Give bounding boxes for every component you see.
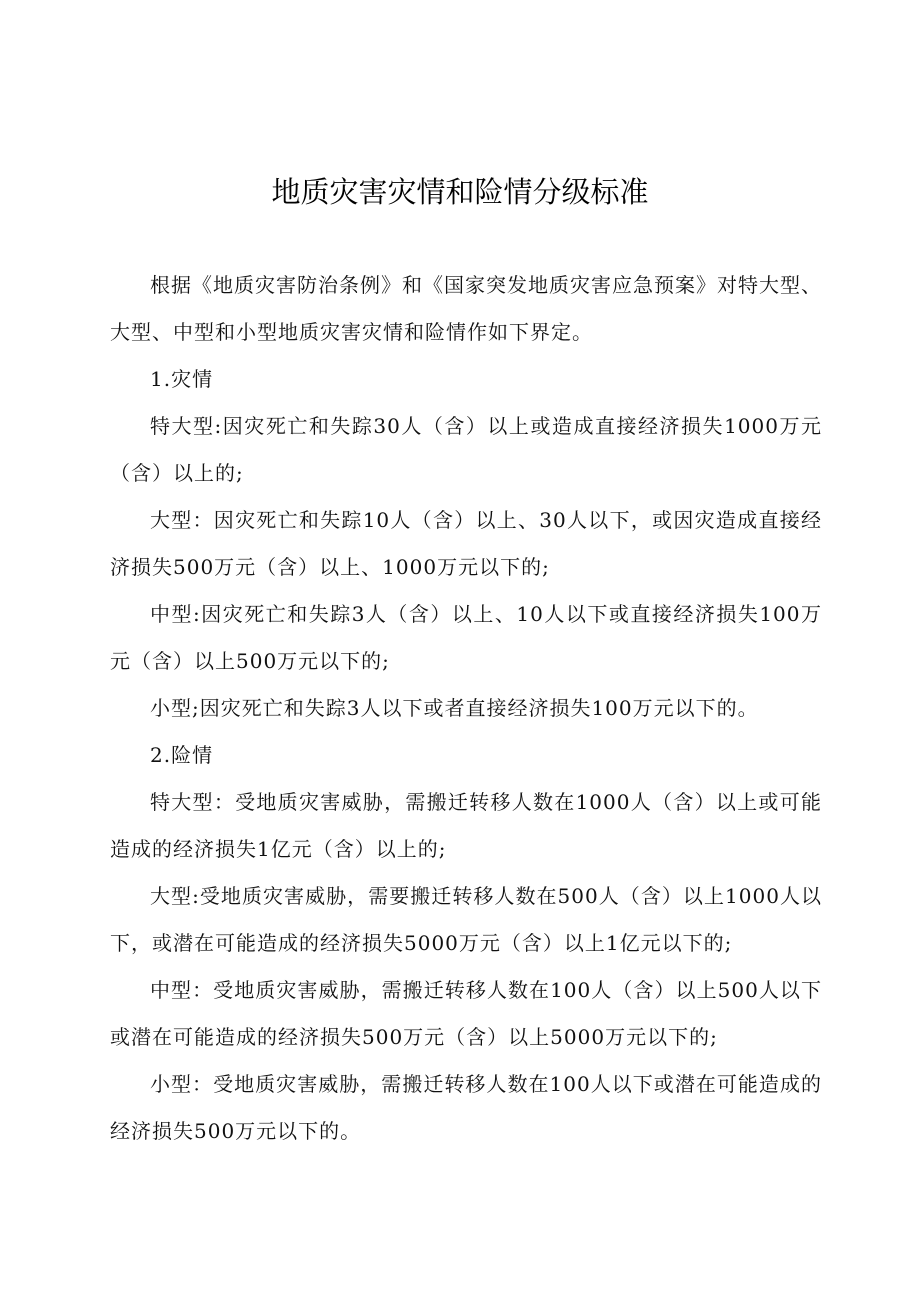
disaster-large: 大型：因灾死亡和失踪10人（含）以上、30人以下，或因灾造成直接经济损失500万元（含）以上、1000万元以下的; bbox=[110, 508, 822, 579]
disaster-extra-large: 特大型:因灾死亡和失踪30人（含）以上或造成直接经济损失1000万元（含）以上的; bbox=[110, 414, 822, 485]
document-body bbox=[110, 262, 822, 1155]
danger-medium: 中型：受地质灾害威胁，需搬迁转移人数在100人（含）以上500人以下或潜在可能造成的经济损失500万元（含）以上5000万元以下的; bbox=[110, 978, 822, 1049]
document-title: 地质灾害灾情和险情分级标准 bbox=[271, 175, 649, 209]
intro-paragraph: 根据《地质灾害防治条例》和《国家突发地质灾害应急预案》对特大型、大型、中型和小型地质灾害灾情和险情作如下界定。 bbox=[110, 273, 822, 344]
section-heading-danger: 2.险情 bbox=[150, 743, 214, 767]
danger-small: 小型：受地质灾害威胁，需搬迁转移人数在100人以下或潜在可能造成的经济损失500万元以下的。 bbox=[110, 1072, 822, 1143]
disaster-small: 小型;因灾死亡和失踪3人以下或者直接经济损失100万元以下的。 bbox=[150, 696, 759, 720]
disaster-medium: 中型:因灾死亡和失踪3人（含）以上、10人以下或直接经济损失100万元（含）以上500万元以下的; bbox=[110, 602, 822, 673]
section-heading-disaster: 1.灾情 bbox=[150, 367, 214, 391]
danger-extra-large: 特大型：受地质灾害威胁，需搬迁转移人数在1000人（含）以上或可能造成的经济损失1亿元（含）以上的; bbox=[110, 790, 822, 861]
danger-large: 大型:受地质灾害威胁，需要搬迁转移人数在500人（含）以上1000人以下，或潜在可能造成的经济损失5000万元（含）以上1亿元以下的; bbox=[110, 884, 822, 955]
